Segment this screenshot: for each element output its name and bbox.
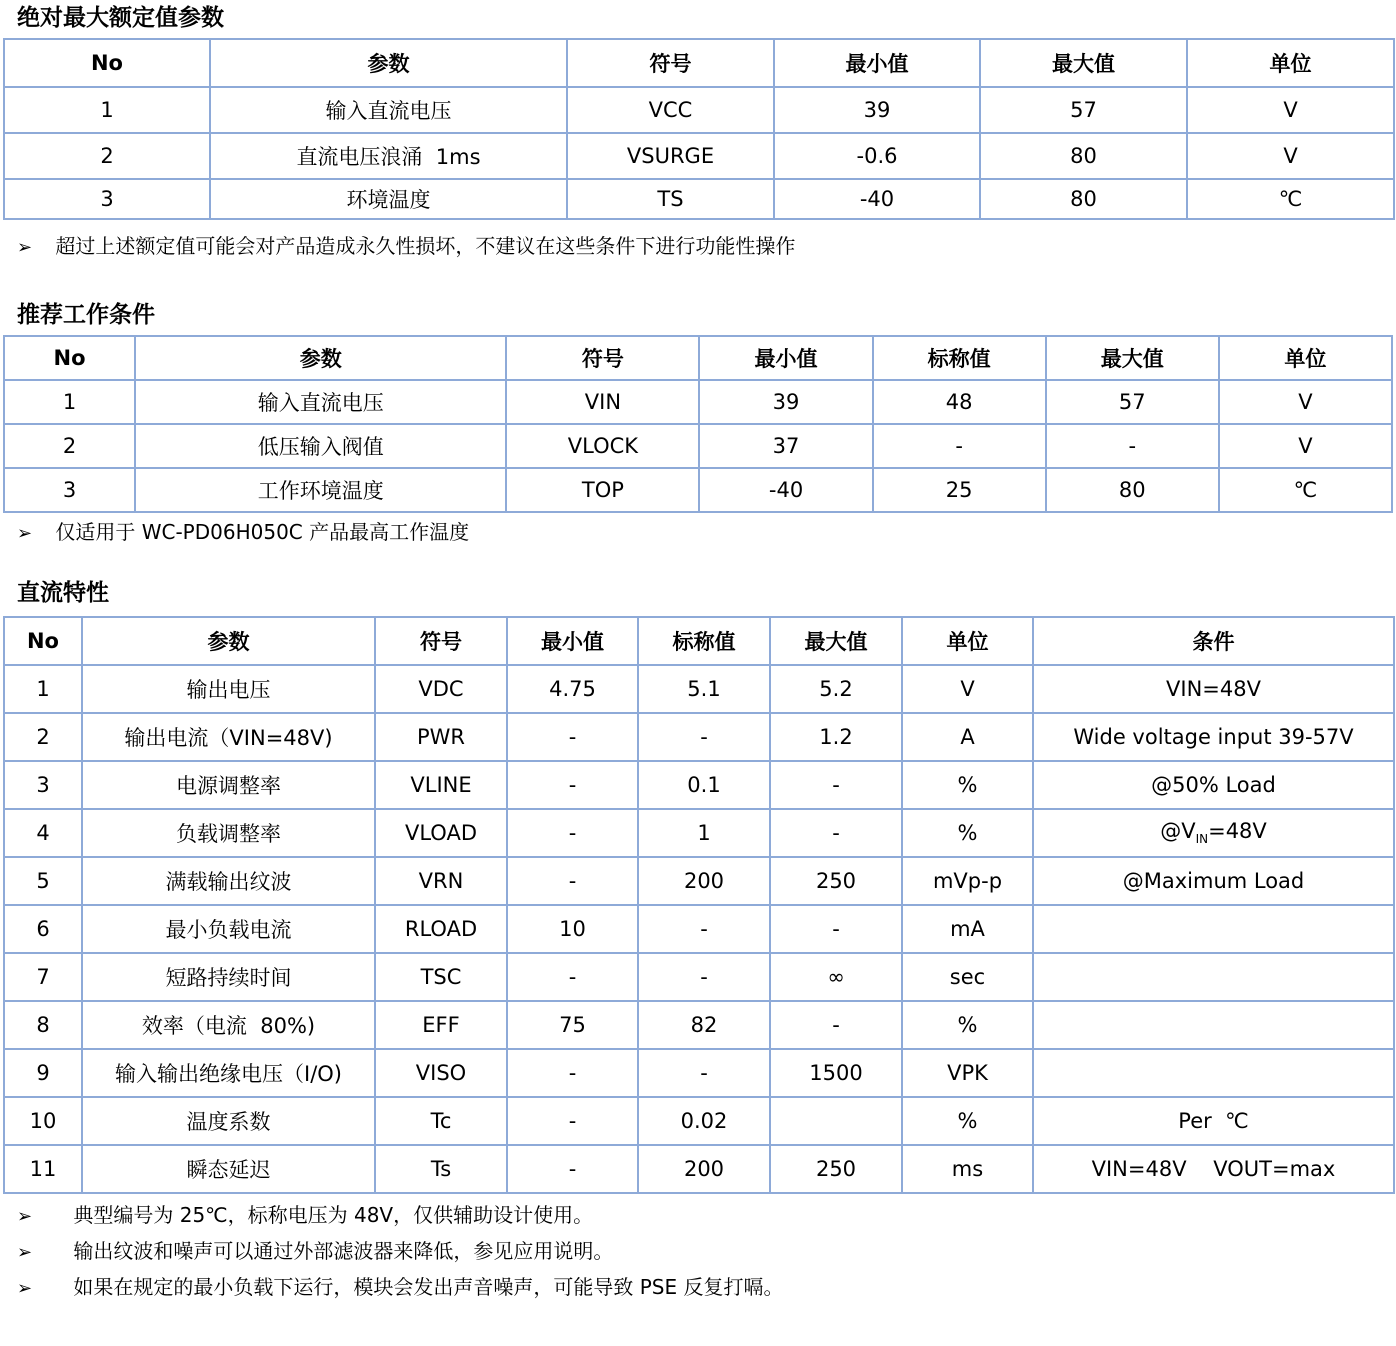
col-header-max: 最大值 bbox=[1046, 336, 1219, 380]
cell-condition: Wide voltage input 39-57V bbox=[1033, 713, 1394, 761]
cell-max: 250 bbox=[770, 857, 902, 905]
cell-symbol: VCC bbox=[567, 87, 774, 133]
cell-max: - bbox=[770, 761, 902, 809]
cell-min: - bbox=[507, 857, 638, 905]
arrowhead-bullet-icon: ➢ bbox=[17, 1278, 33, 1299]
cell-parameter: 瞬态延迟 bbox=[82, 1145, 375, 1193]
cell-min: 37 bbox=[699, 424, 872, 468]
cell-no: 2 bbox=[4, 424, 135, 468]
cell-typ: - bbox=[638, 905, 770, 953]
arrowhead-bullet-icon: ➢ bbox=[17, 237, 33, 258]
cell-max: 5.2 bbox=[770, 665, 902, 713]
cell-max bbox=[770, 1097, 902, 1145]
cell-min: 4.75 bbox=[507, 665, 638, 713]
cond-suffix: =48V bbox=[1208, 819, 1267, 844]
cell-typ: 25 bbox=[873, 468, 1046, 512]
cell-no: 2 bbox=[4, 133, 210, 179]
cell-symbol: VLINE bbox=[375, 761, 507, 809]
cell-typ: 5.1 bbox=[638, 665, 770, 713]
dc-header-row bbox=[4, 617, 1394, 665]
col-header-symbol: 符号 bbox=[567, 39, 774, 87]
table-row bbox=[4, 380, 1392, 424]
cell-no: 4 bbox=[4, 809, 82, 857]
cell-no: 1 bbox=[4, 665, 82, 713]
cell-condition bbox=[1033, 1001, 1394, 1049]
abs-max-note bbox=[17, 233, 795, 261]
col-header-typ: 标称值 bbox=[873, 336, 1046, 380]
cell-unit: ℃ bbox=[1187, 179, 1394, 219]
cell-typ: 82 bbox=[638, 1001, 770, 1049]
table-row bbox=[4, 1049, 1394, 1097]
cell-condition: Per ℃ bbox=[1033, 1097, 1394, 1145]
cell-min: - bbox=[507, 953, 638, 1001]
dc-note-1 bbox=[17, 1202, 593, 1230]
cell-typ: - bbox=[638, 713, 770, 761]
note-text: 如果在规定的最小负载下运行，模块会发出声音噪声，可能导致 PSE 反复打嗝。 bbox=[73, 1275, 784, 1299]
cell-condition: VIN=48V bbox=[1033, 665, 1394, 713]
cell-condition bbox=[1033, 905, 1394, 953]
cond-prefix: @V bbox=[1160, 819, 1196, 844]
cell-parameter: 满载输出纹波 bbox=[82, 857, 375, 905]
col-header-symbol: 符号 bbox=[375, 617, 507, 665]
cell-unit: % bbox=[902, 1097, 1033, 1145]
cell-unit: V bbox=[1219, 424, 1392, 468]
table-row bbox=[4, 713, 1394, 761]
cell-no: 9 bbox=[4, 1049, 82, 1097]
col-header-max: 最大值 bbox=[770, 617, 902, 665]
cell-symbol: RLOAD bbox=[375, 905, 507, 953]
col-header-unit: 单位 bbox=[1187, 39, 1394, 87]
table-row bbox=[4, 953, 1394, 1001]
col-header-max: 最大值 bbox=[980, 39, 1187, 87]
table-row bbox=[4, 87, 1394, 133]
cell-no: 3 bbox=[4, 179, 210, 219]
col-header-min: 最小值 bbox=[774, 39, 980, 87]
cell-parameter: 直流电压浪涌 1ms bbox=[210, 133, 567, 179]
table-row bbox=[4, 468, 1392, 512]
cell-min: -0.6 bbox=[774, 133, 980, 179]
cell-unit: ℃ bbox=[1219, 468, 1392, 512]
note-text: 输出纹波和噪声可以通过外部滤波器来降低，参见应用说明。 bbox=[73, 1239, 614, 1263]
dc-note-2 bbox=[17, 1238, 613, 1266]
cell-typ: 200 bbox=[638, 857, 770, 905]
cell-parameter: 温度系数 bbox=[82, 1097, 375, 1145]
cell-max: - bbox=[770, 809, 902, 857]
cell-no: 11 bbox=[4, 1145, 82, 1193]
col-header-min: 最小值 bbox=[507, 617, 638, 665]
cell-no: 10 bbox=[4, 1097, 82, 1145]
cell-typ: 0.1 bbox=[638, 761, 770, 809]
col-header-symbol: 符号 bbox=[506, 336, 699, 380]
cell-max: ∞ bbox=[770, 953, 902, 1001]
cell-symbol: VLOAD bbox=[375, 809, 507, 857]
cell-symbol: VSURGE bbox=[567, 133, 774, 179]
cell-parameter: 输入输出绝缘电压（I/O) bbox=[82, 1049, 375, 1097]
cell-no: 3 bbox=[4, 761, 82, 809]
cell-unit: % bbox=[902, 1001, 1033, 1049]
table-row bbox=[4, 133, 1394, 179]
cell-no: 2 bbox=[4, 713, 82, 761]
cell-parameter: 最小负载电流 bbox=[82, 905, 375, 953]
cond-subscript: IN bbox=[1195, 832, 1209, 847]
cell-no: 8 bbox=[4, 1001, 82, 1049]
col-header-parameter: 参数 bbox=[135, 336, 506, 380]
note-text: 仅适用于 WC-PD06H050C 产品最高工作温度 bbox=[55, 520, 470, 544]
cell-min: - bbox=[507, 713, 638, 761]
note-text: 超过上述额定值可能会对产品造成永久性损坏，不建议在这些条件下进行功能性操作 bbox=[55, 234, 796, 258]
col-header-no: No bbox=[4, 617, 82, 665]
cell-parameter: 输入直流电压 bbox=[135, 380, 506, 424]
col-header-min: 最小值 bbox=[699, 336, 872, 380]
col-header-typ: 标称值 bbox=[638, 617, 770, 665]
cell-symbol: VIN bbox=[506, 380, 699, 424]
table-row bbox=[4, 665, 1394, 713]
cell-condition: @Maximum Load bbox=[1033, 857, 1394, 905]
recommended-table bbox=[3, 335, 1393, 513]
cell-min: - bbox=[507, 809, 638, 857]
arrowhead-bullet-icon: ➢ bbox=[17, 1242, 33, 1263]
cell-unit: V bbox=[1219, 380, 1392, 424]
dc-title: 直流特性 bbox=[17, 580, 109, 606]
table-row bbox=[4, 1001, 1394, 1049]
cell-no: 1 bbox=[4, 87, 210, 133]
cell-min: - bbox=[507, 761, 638, 809]
cell-parameter: 输入直流电压 bbox=[210, 87, 567, 133]
cell-unit: VPK bbox=[902, 1049, 1033, 1097]
cell-unit: V bbox=[1187, 87, 1394, 133]
arrowhead-bullet-icon: ➢ bbox=[17, 523, 33, 544]
cell-typ: 48 bbox=[873, 380, 1046, 424]
col-header-unit: 单位 bbox=[1219, 336, 1392, 380]
cell-parameter: 工作环境温度 bbox=[135, 468, 506, 512]
cell-condition bbox=[1033, 809, 1394, 857]
cell-max: 57 bbox=[980, 87, 1187, 133]
cell-max: 80 bbox=[1046, 468, 1219, 512]
cell-typ: 0.02 bbox=[638, 1097, 770, 1145]
cell-min: 10 bbox=[507, 905, 638, 953]
cell-symbol: VRN bbox=[375, 857, 507, 905]
recommended-header-row bbox=[4, 336, 1392, 380]
cell-parameter: 负载调整率 bbox=[82, 809, 375, 857]
cell-parameter: 短路持续时间 bbox=[82, 953, 375, 1001]
cell-condition bbox=[1033, 1049, 1394, 1097]
col-header-no: No bbox=[4, 336, 135, 380]
cell-max: 250 bbox=[770, 1145, 902, 1193]
cell-min: - bbox=[507, 1097, 638, 1145]
cell-unit: mVp-p bbox=[902, 857, 1033, 905]
cell-typ: 1 bbox=[638, 809, 770, 857]
cell-symbol: VLOCK bbox=[506, 424, 699, 468]
cell-no: 5 bbox=[4, 857, 82, 905]
cell-typ: 200 bbox=[638, 1145, 770, 1193]
abs-max-table bbox=[3, 38, 1395, 220]
cell-unit: sec bbox=[902, 953, 1033, 1001]
cell-condition bbox=[1033, 953, 1394, 1001]
dc-note-3 bbox=[17, 1274, 783, 1302]
cell-typ: - bbox=[873, 424, 1046, 468]
cell-min: 75 bbox=[507, 1001, 638, 1049]
table-row bbox=[4, 857, 1394, 905]
table-row bbox=[4, 809, 1394, 857]
cell-min: 39 bbox=[699, 380, 872, 424]
cell-symbol: EFF bbox=[375, 1001, 507, 1049]
abs-max-title: 绝对最大额定值参数 bbox=[17, 5, 224, 31]
cell-unit: A bbox=[902, 713, 1033, 761]
arrowhead-bullet-icon: ➢ bbox=[17, 1206, 33, 1227]
cell-symbol: VISO bbox=[375, 1049, 507, 1097]
cell-min: -40 bbox=[774, 179, 980, 219]
col-header-parameter: 参数 bbox=[210, 39, 567, 87]
table-row bbox=[4, 179, 1394, 219]
cell-unit: V bbox=[1187, 133, 1394, 179]
table-row bbox=[4, 424, 1392, 468]
cell-max: - bbox=[1046, 424, 1219, 468]
cell-max: - bbox=[770, 905, 902, 953]
cell-parameter: 效率（电流 80%) bbox=[82, 1001, 375, 1049]
cell-no: 3 bbox=[4, 468, 135, 512]
cell-min: - bbox=[507, 1145, 638, 1193]
cell-max: 57 bbox=[1046, 380, 1219, 424]
cell-symbol: TS bbox=[567, 179, 774, 219]
col-header-parameter: 参数 bbox=[82, 617, 375, 665]
cell-no: 6 bbox=[4, 905, 82, 953]
cell-symbol: Ts bbox=[375, 1145, 507, 1193]
cell-no: 7 bbox=[4, 953, 82, 1001]
cell-condition: VIN=48V VOUT=max bbox=[1033, 1145, 1394, 1193]
cell-typ: - bbox=[638, 1049, 770, 1097]
cell-no: 1 bbox=[4, 380, 135, 424]
cell-min: - bbox=[507, 1049, 638, 1097]
col-header-unit: 单位 bbox=[902, 617, 1033, 665]
cell-parameter: 环境温度 bbox=[210, 179, 567, 219]
cell-parameter: 输出电流（VIN=48V) bbox=[82, 713, 375, 761]
table-row bbox=[4, 1097, 1394, 1145]
col-header-condition: 条件 bbox=[1033, 617, 1394, 665]
cell-max: 1500 bbox=[770, 1049, 902, 1097]
cell-max: 80 bbox=[980, 179, 1187, 219]
recommended-note bbox=[17, 519, 469, 547]
cell-parameter: 低压输入阀值 bbox=[135, 424, 506, 468]
dc-table bbox=[3, 616, 1395, 1194]
cell-unit: % bbox=[902, 809, 1033, 857]
note-text: 典型编号为 25℃，标称电压为 48V，仅供辅助设计使用。 bbox=[73, 1203, 594, 1227]
cell-symbol: TSC bbox=[375, 953, 507, 1001]
abs-max-header-row bbox=[4, 39, 1394, 87]
cell-typ: - bbox=[638, 953, 770, 1001]
cell-symbol: TOP bbox=[506, 468, 699, 512]
cell-min: 39 bbox=[774, 87, 980, 133]
table-row bbox=[4, 1145, 1394, 1193]
cell-min: -40 bbox=[699, 468, 872, 512]
cell-unit: % bbox=[902, 761, 1033, 809]
cell-unit: V bbox=[902, 665, 1033, 713]
cell-unit: ms bbox=[902, 1145, 1033, 1193]
recommended-title: 推荐工作条件 bbox=[17, 302, 155, 328]
cell-max: 80 bbox=[980, 133, 1187, 179]
cell-unit: mA bbox=[902, 905, 1033, 953]
cell-symbol: Tc bbox=[375, 1097, 507, 1145]
col-header-no: No bbox=[4, 39, 210, 87]
cell-symbol: VDC bbox=[375, 665, 507, 713]
cell-max: - bbox=[770, 1001, 902, 1049]
cell-condition: @50% Load bbox=[1033, 761, 1394, 809]
table-row bbox=[4, 761, 1394, 809]
table-row bbox=[4, 905, 1394, 953]
cell-parameter: 电源调整率 bbox=[82, 761, 375, 809]
cell-parameter: 输出电压 bbox=[82, 665, 375, 713]
cell-max: 1.2 bbox=[770, 713, 902, 761]
cell-symbol: PWR bbox=[375, 713, 507, 761]
